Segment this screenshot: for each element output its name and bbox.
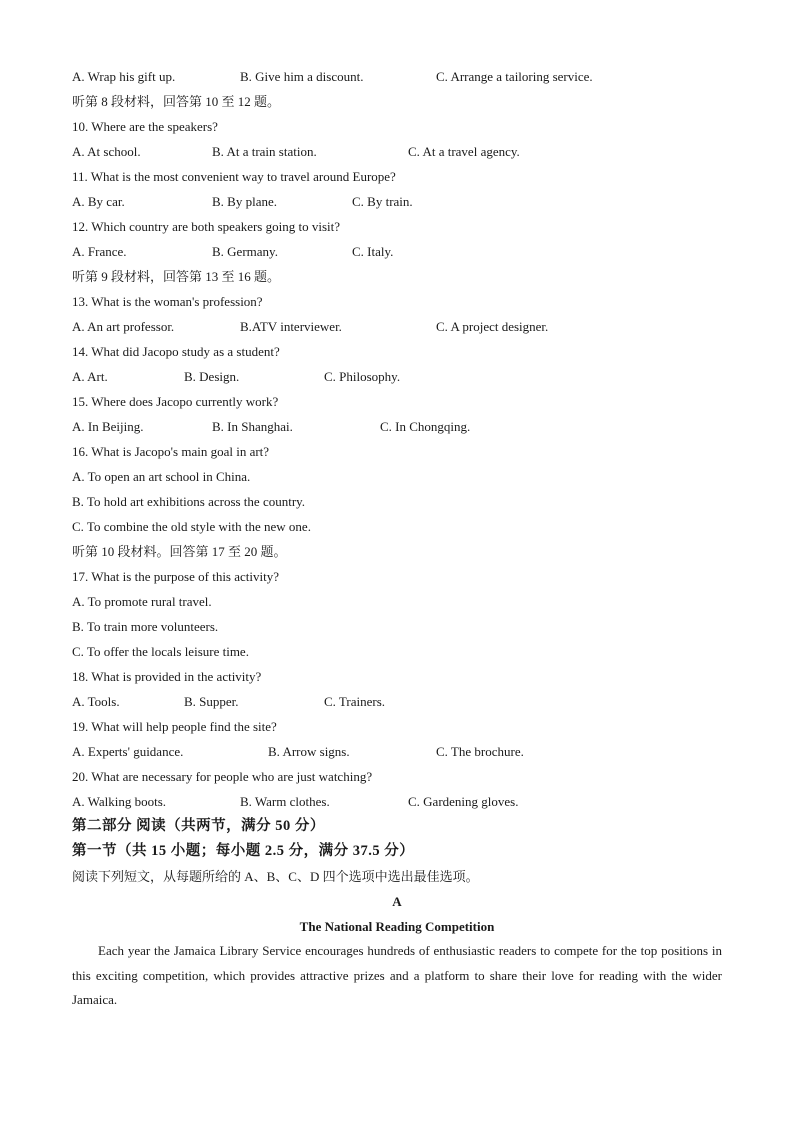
- seg10-instruction: 听第 10 段材料。回答第 17 至 20 题。: [72, 544, 287, 559]
- passage-title: The National Reading Competition: [299, 919, 495, 934]
- q20-option-c: C. Gardening gloves.: [408, 794, 519, 809]
- q19-stem: 19. What will help people find the site?: [72, 719, 277, 734]
- q17-option-a: A. To promote rural travel.: [72, 594, 212, 609]
- passage-paragraph: Each year the Jamaica Library Service encourages hundreds of enthusiastic readers to compete for the top positions in this exciting competition, which provides attractive prizes and a platform to share their love for reading with the wider Jamaica.: [72, 943, 722, 1007]
- q11-options-row: [72, 189, 722, 214]
- q20-stem: 20. What are necessary for people who are just watching?: [72, 769, 373, 784]
- q13-stem: 13. What is the woman's profession?: [72, 294, 263, 309]
- q11-option-a: A. By car.: [72, 194, 125, 209]
- q19-option-b: B. Arrow signs.: [268, 744, 350, 759]
- q14-options-row: [72, 364, 722, 389]
- q17-option-c: C. To offer the locals leisure time.: [72, 644, 249, 659]
- q14-option-a: A. Art.: [72, 369, 108, 384]
- q19-option-a: A. Experts' guidance.: [72, 744, 184, 759]
- q17-option-b: B. To train more volunteers.: [72, 619, 219, 634]
- q19-option-c: C. The brochure.: [436, 744, 524, 759]
- q20-options-row: [72, 789, 722, 814]
- q11-option-c: C. By train.: [352, 194, 413, 209]
- reading-instruction: 阅读下列短文，从每题所给的 A、B、C、D 四个选项中选出最佳选项。: [72, 869, 479, 884]
- q18-option-a: A. Tools.: [72, 694, 120, 709]
- q16-option-b: B. To hold art exhibitions across the country.: [72, 494, 306, 509]
- q9-option-a: A. Wrap his gift up.: [72, 69, 176, 84]
- q9-option-c: C. Arrange a tailoring service.: [436, 69, 593, 84]
- q18-options-row: [72, 689, 722, 714]
- q19-options-row: [72, 739, 722, 764]
- section-one-heading: 第一节（共 15 小题；每小题 2.5 分，满分 37.5 分）: [72, 843, 415, 859]
- q13-options-row: [72, 314, 722, 339]
- seg8-instruction: 听第 8 段材料，回答第 10 至 12 题。: [72, 94, 281, 109]
- q14-option-b: B. Design.: [184, 369, 240, 384]
- q20-option-a: A. Walking boots.: [72, 794, 167, 809]
- q17-stem: 17. What is the purpose of this activity?: [72, 569, 279, 584]
- q13-option-b: B.ATV interviewer.: [240, 319, 342, 334]
- q15-stem: 15. Where does Jacopo currently work?: [72, 394, 279, 409]
- q15-option-c: C. In Chongqing.: [380, 419, 471, 434]
- q12-option-c: C. Italy.: [352, 244, 394, 259]
- q20-option-b: B. Warm clothes.: [240, 794, 330, 809]
- part-two-heading: 第二部分 阅读（共两节，满分 50 分）: [72, 818, 325, 834]
- passage-label: A: [392, 894, 402, 909]
- seg9-instruction: 听第 9 段材料，回答第 13 至 16 题。: [72, 269, 281, 284]
- q10-option-b: B. At a train station.: [212, 144, 317, 159]
- exam-page: [72, 64, 722, 1013]
- q18-stem: 18. What is provided in the activity?: [72, 669, 262, 684]
- q16-option-c: C. To combine the old style with the new one.: [72, 519, 311, 534]
- q14-option-c: C. Philosophy.: [324, 369, 401, 384]
- q15-option-b: B. In Shanghai.: [212, 419, 293, 434]
- q12-option-a: A. France.: [72, 244, 127, 259]
- q13-option-c: C. A project designer.: [436, 319, 549, 334]
- q16-option-a: A. To open an art school in China.: [72, 469, 251, 484]
- q15-options-row: [72, 414, 722, 439]
- q10-options-row: [72, 139, 722, 164]
- q10-option-a: A. At school.: [72, 144, 141, 159]
- q14-stem: 14. What did Jacopo study as a student?: [72, 344, 280, 359]
- q15-option-a: A. In Beijing.: [72, 419, 144, 434]
- q9-option-b: B. Give him a discount.: [240, 69, 364, 84]
- q18-option-b: B. Supper.: [184, 694, 239, 709]
- q12-option-b: B. Germany.: [212, 244, 278, 259]
- q11-option-b: B. By plane.: [212, 194, 277, 209]
- q9-options-row: [72, 64, 722, 89]
- q16-stem: 16. What is Jacopo's main goal in art?: [72, 444, 270, 459]
- q12-options-row: [72, 239, 722, 264]
- q11-stem: 11. What is the most convenient way to travel around Europe?: [72, 169, 396, 184]
- q10-option-c: C. At a travel agency.: [408, 144, 520, 159]
- q13-option-a: A. An art professor.: [72, 319, 175, 334]
- q10-stem: 10. Where are the speakers?: [72, 119, 218, 134]
- q12-stem: 12. Which country are both speakers going to visit?: [72, 219, 341, 234]
- q18-option-c: C. Trainers.: [324, 694, 386, 709]
